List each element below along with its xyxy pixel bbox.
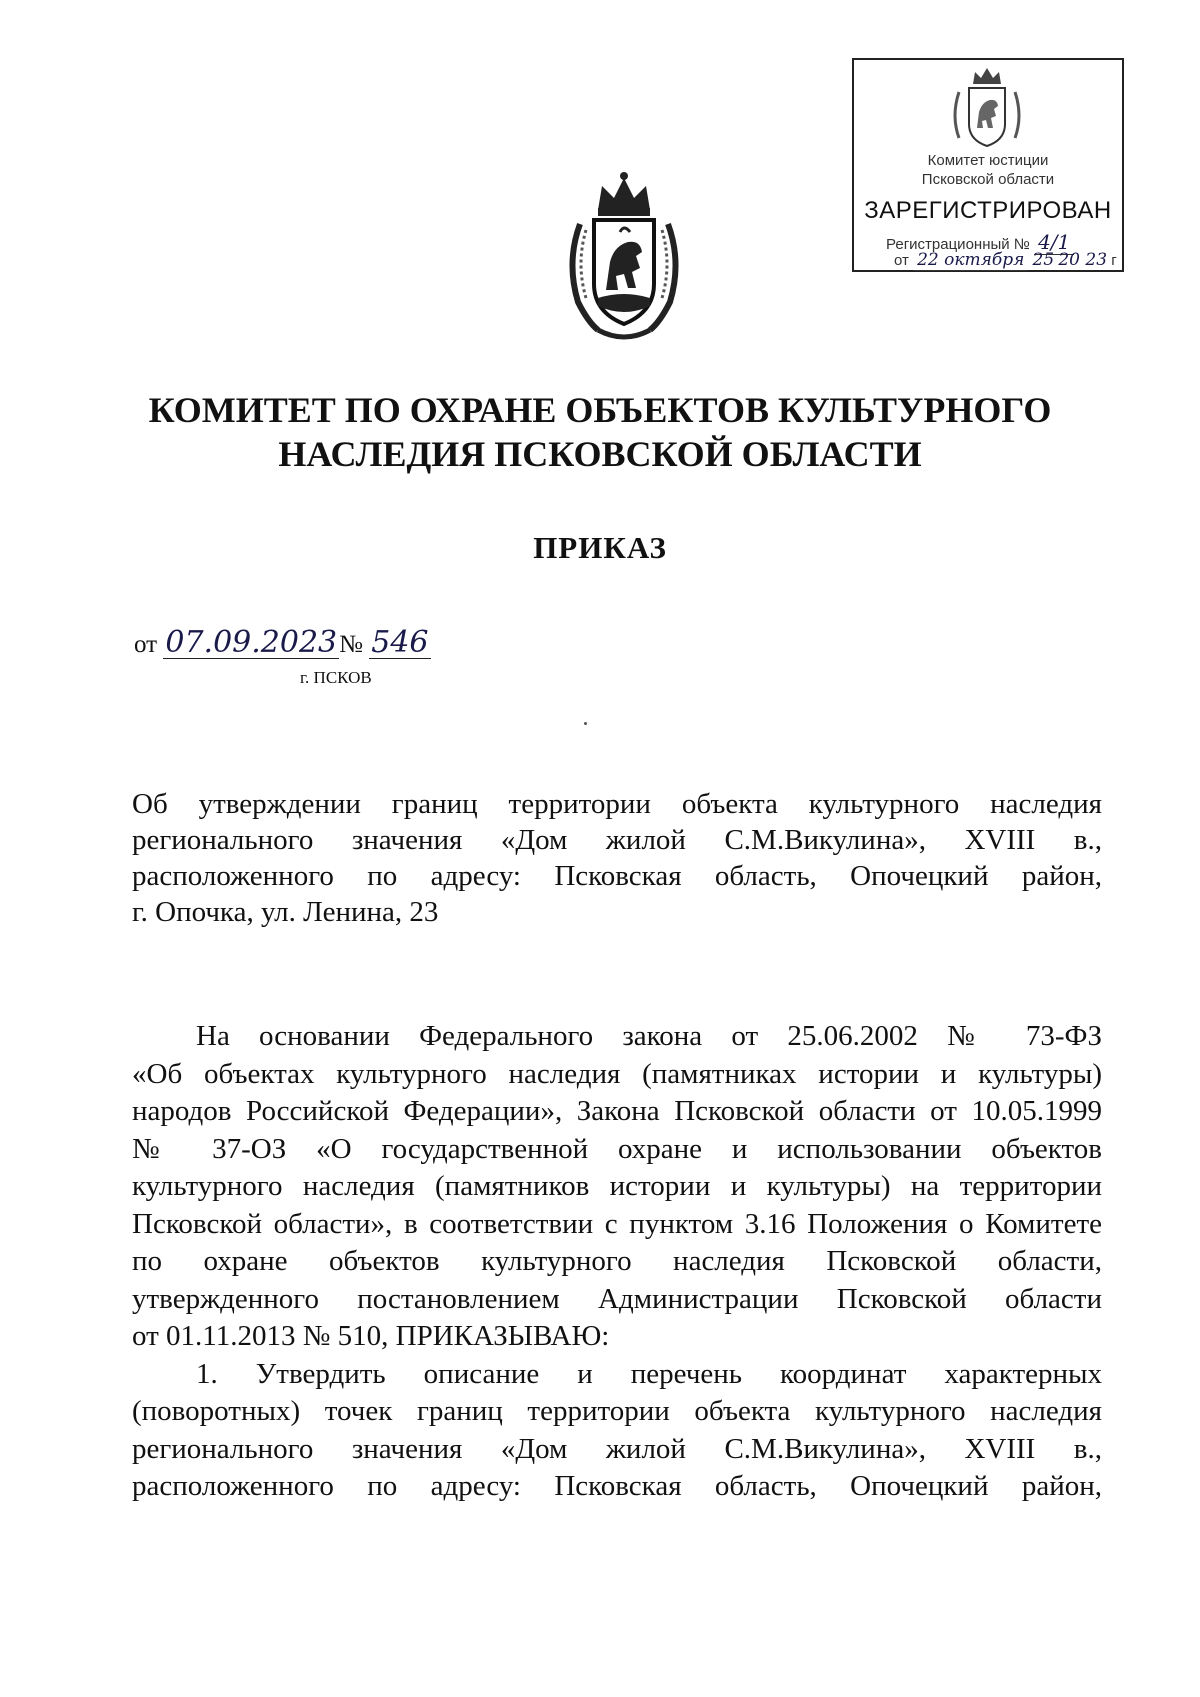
stamp-date-year-mid: 25 (1032, 250, 1055, 270)
order-number-label: № (339, 631, 363, 658)
body-line: регионального значения «Дом жилой С.М.Викулина», XVIII в., (132, 1432, 1102, 1465)
order-number-value: 546 (371, 625, 429, 660)
body-line: по охране объектов культурного наследия Псковской области, (132, 1245, 1102, 1277)
body-line: культурного наследия (памятников истории и культуры) на территории (132, 1170, 1102, 1202)
body-line: утвержденного постановлением Администрации Псковской области (132, 1282, 1102, 1315)
body-line: «Об объектах культурного наследия (памятниках истории и культуры) (132, 1057, 1102, 1090)
stamp-emblem (949, 66, 1025, 152)
body-line: (поворотных) точек границ территории объекта культурного наследия (132, 1395, 1102, 1427)
subject-line: Об утверждении границ территории объекта культурного наследия (132, 788, 1102, 820)
stamp-status: ЗАРЕГИСТРИРОВАН (864, 197, 1112, 224)
stamp-date-value: 22 октября (913, 250, 1028, 271)
stamp-reg-number-label: Регистрационный № (886, 236, 1030, 253)
coat-of-arms-emblem (558, 172, 690, 344)
stamp-date-suffix: г (1111, 252, 1117, 269)
body-line: народов Российской Федерации», Закона Псковской области от 10.05.1999 (132, 1095, 1102, 1127)
stamp-reg-number-value: 4/1 (1034, 230, 1074, 255)
stamp-date-prefix: от (894, 252, 909, 269)
body-line: На основании Федерального закона от 25.06.2002 № 73-ФЗ (196, 1020, 1102, 1052)
stamp-date-row (894, 250, 1117, 271)
organisation-title-line-2: НАСЛЕДИЯ ПСКОВСКОЙ ОБЛАСТИ (278, 434, 922, 474)
body-line: от 01.11.2013 № 510, ПРИКАЗЫВАЮ: (132, 1320, 610, 1352)
order-date-number-line (134, 625, 431, 660)
subject-line: г. Опочка, ул. Ленина, 23 (132, 896, 439, 928)
order-city: г. ПСКОВ (300, 668, 372, 687)
body-line: № 37-ОЗ «О государственной охране и использовании объектов (132, 1132, 1102, 1165)
subject-line: регионального значения «Дом жилой С.М.Викулина», XVIII в., (132, 824, 1102, 856)
stamp-authority-line-1: Комитет юстиции (927, 152, 1049, 169)
body-line: расположенного по адресу: Псковская область, Опочецкий район, (132, 1470, 1102, 1502)
order-date-value: 07.09.2023 (165, 625, 338, 660)
stamp-authority-line-2: Псковской области (921, 171, 1055, 188)
organisation-title (140, 388, 1060, 476)
registration-stamp (852, 58, 1124, 272)
body-line: Псковской области», в соответствии с пунктом 3.16 Положения о Комитете (132, 1207, 1102, 1240)
order-body (132, 1018, 1102, 1506)
organisation-title-line-1: КОМИТЕТ ПО ОХРАНЕ ОБЪЕКТОВ КУЛЬТУРНОГО (148, 390, 1052, 430)
document-type: ПРИКАЗ (533, 530, 667, 565)
body-line: 1. Утвердить описание и перечень координат характерных (196, 1357, 1102, 1390)
order-date-prefix: от (134, 631, 158, 658)
order-subject (132, 786, 1102, 930)
stray-dot (584, 722, 587, 725)
stamp-date-year: 20 23 (1058, 250, 1108, 270)
subject-line: расположенного по адресу: Псковская область, Опочецкий район, (132, 860, 1102, 892)
